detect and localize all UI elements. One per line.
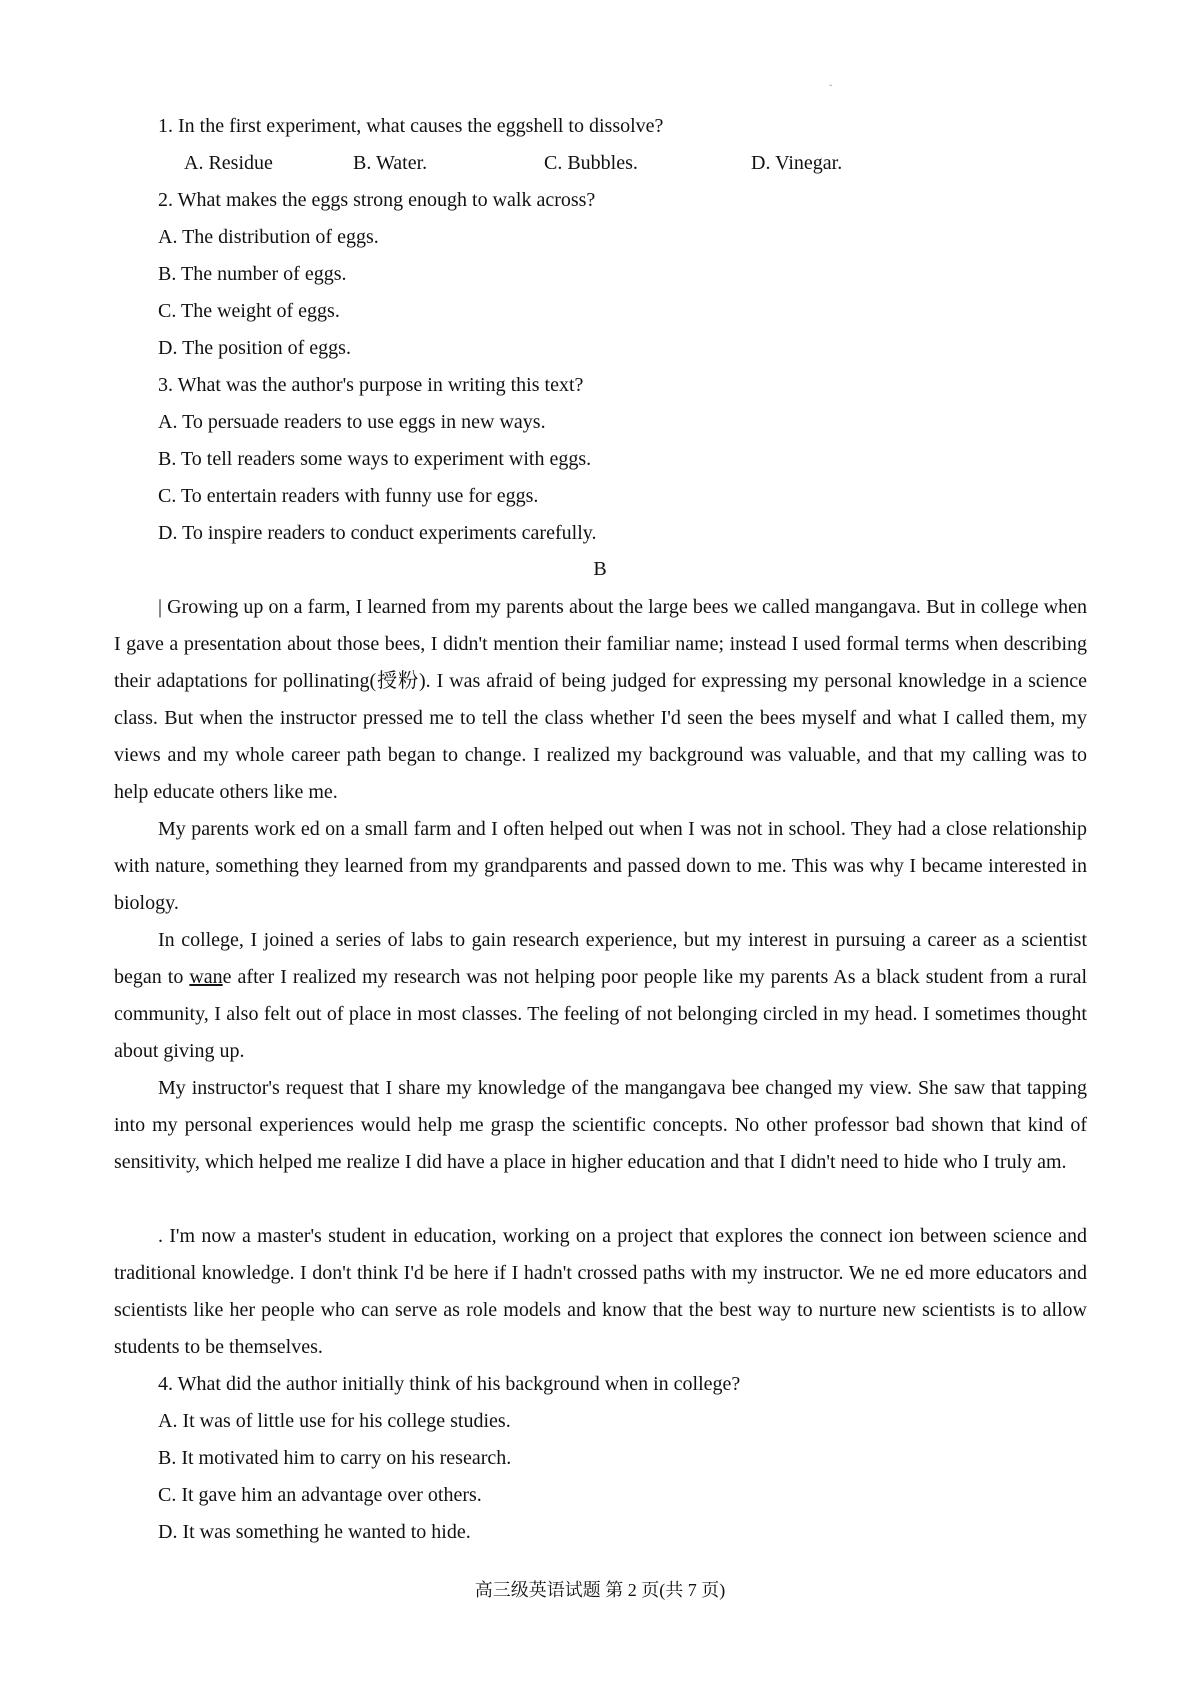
paragraph-3-text-end: e after I realized my research was not helping poor people like my parents As a black student from a rural community, I also felt out of place in most classes. The feeling of not belonging circled in my head. I sometimes thought about giving up. — [114, 966, 1088, 1062]
passage-paragraph-2: My parents work ed on a small farm and I often helped out when I was not in school. They had a close relationship with nature, something they learned from my grandparents and passed down to me. This was why I became interested in biology. — [114, 818, 1087, 914]
passage-paragraph-1: | Growing up on a farm, I learned from my parents about the large bees we called mangangava. But in college when I gave a presentation about those bees, I didn't mention their familiar name; instead I used formal terms when describing their adaptations for pollinating(授粉). I was afraid of being judged for expressing my personal knowledge in a science class. But when the instructor pressed me to tell the class whether I'd seen the bees myself and what I called them, my views and my whole career path began to change. I realized my background was valuable, and that my calling was to help educate others like me. — [114, 596, 1087, 803]
question-1-option-a: A. Residue — [184, 152, 273, 174]
section-heading: B — [593, 558, 607, 580]
underlined-word: wan — [189, 966, 223, 988]
question-4-option-d: D. It was something he wanted to hide. — [158, 1521, 471, 1543]
question-3-option-b: B. To tell readers some ways to experiment with eggs. — [158, 448, 592, 470]
paragraph-3-text-start: In college, I joined a series of labs to gain research experience, but my interest in pursuing a career as a scientist began to — [114, 929, 1087, 988]
question-2-option-a: A. The distribution of eggs. — [158, 226, 379, 248]
passage-paragraph-4: My instructor's request that I share my knowledge of the mangangava bee changed my view. She saw that tapping into my personal experiences would help me grasp the scientific concepts. No other professor bad shown that kind of sensitivity, which helped me realize I did have a place in higher education and that I didn't need to hide who I truly am. — [114, 1077, 1087, 1173]
question-4: 4. What did the author initially think of his background when in college? — [158, 1373, 741, 1395]
stray-mark: ˇ — [829, 84, 833, 95]
question-2-option-d: D. The position of eggs. — [158, 337, 351, 359]
question-3-option-c: C. To entertain readers with funny use for eggs. — [158, 485, 539, 507]
question-1-options — [0, 151, 1200, 175]
passage-paragraph-3 — [114, 922, 1087, 1070]
question-1: 1. In the first experiment, what causes the eggshell to dissolve? — [158, 115, 664, 137]
question-4-option-a: A. It was of little use for his college studies. — [158, 1410, 511, 1432]
question-2: 2. What makes the eggs strong enough to walk across? — [158, 189, 596, 211]
question-3: 3. What was the author's purpose in writing this text? — [158, 374, 584, 396]
question-1-option-c: C. Bubbles. — [544, 152, 638, 174]
question-4-option-c: C. It gave him an advantage over others. — [158, 1484, 482, 1506]
question-1-option-b: B. Water. — [353, 152, 428, 174]
question-2-option-b: B. The number of eggs. — [158, 263, 347, 285]
question-4-option-b: B. It motivated him to carry on his research. — [158, 1447, 512, 1469]
question-3-option-d: D. To inspire readers to conduct experiments carefully. — [158, 522, 597, 544]
passage-paragraph-5: . I'm now a master's student in education, working on a project that explores the connect ion between science and traditional knowledge. I don't think I'd be here if I hadn't crossed paths with my instructor. We ne ed more educators and scientists like her people who can serve as role models and know that the best way to nurture new scientists is to allow students to be themselves. — [114, 1225, 1087, 1358]
page-footer: 高三级英语试题 第 2 页(共 7 页) — [474, 1580, 726, 1600]
question-3-option-a: A. To persuade readers to use eggs in new ways. — [158, 411, 546, 433]
question-1-option-d: D. Vinegar. — [751, 152, 843, 174]
question-2-option-c: C. The weight of eggs. — [158, 300, 340, 322]
